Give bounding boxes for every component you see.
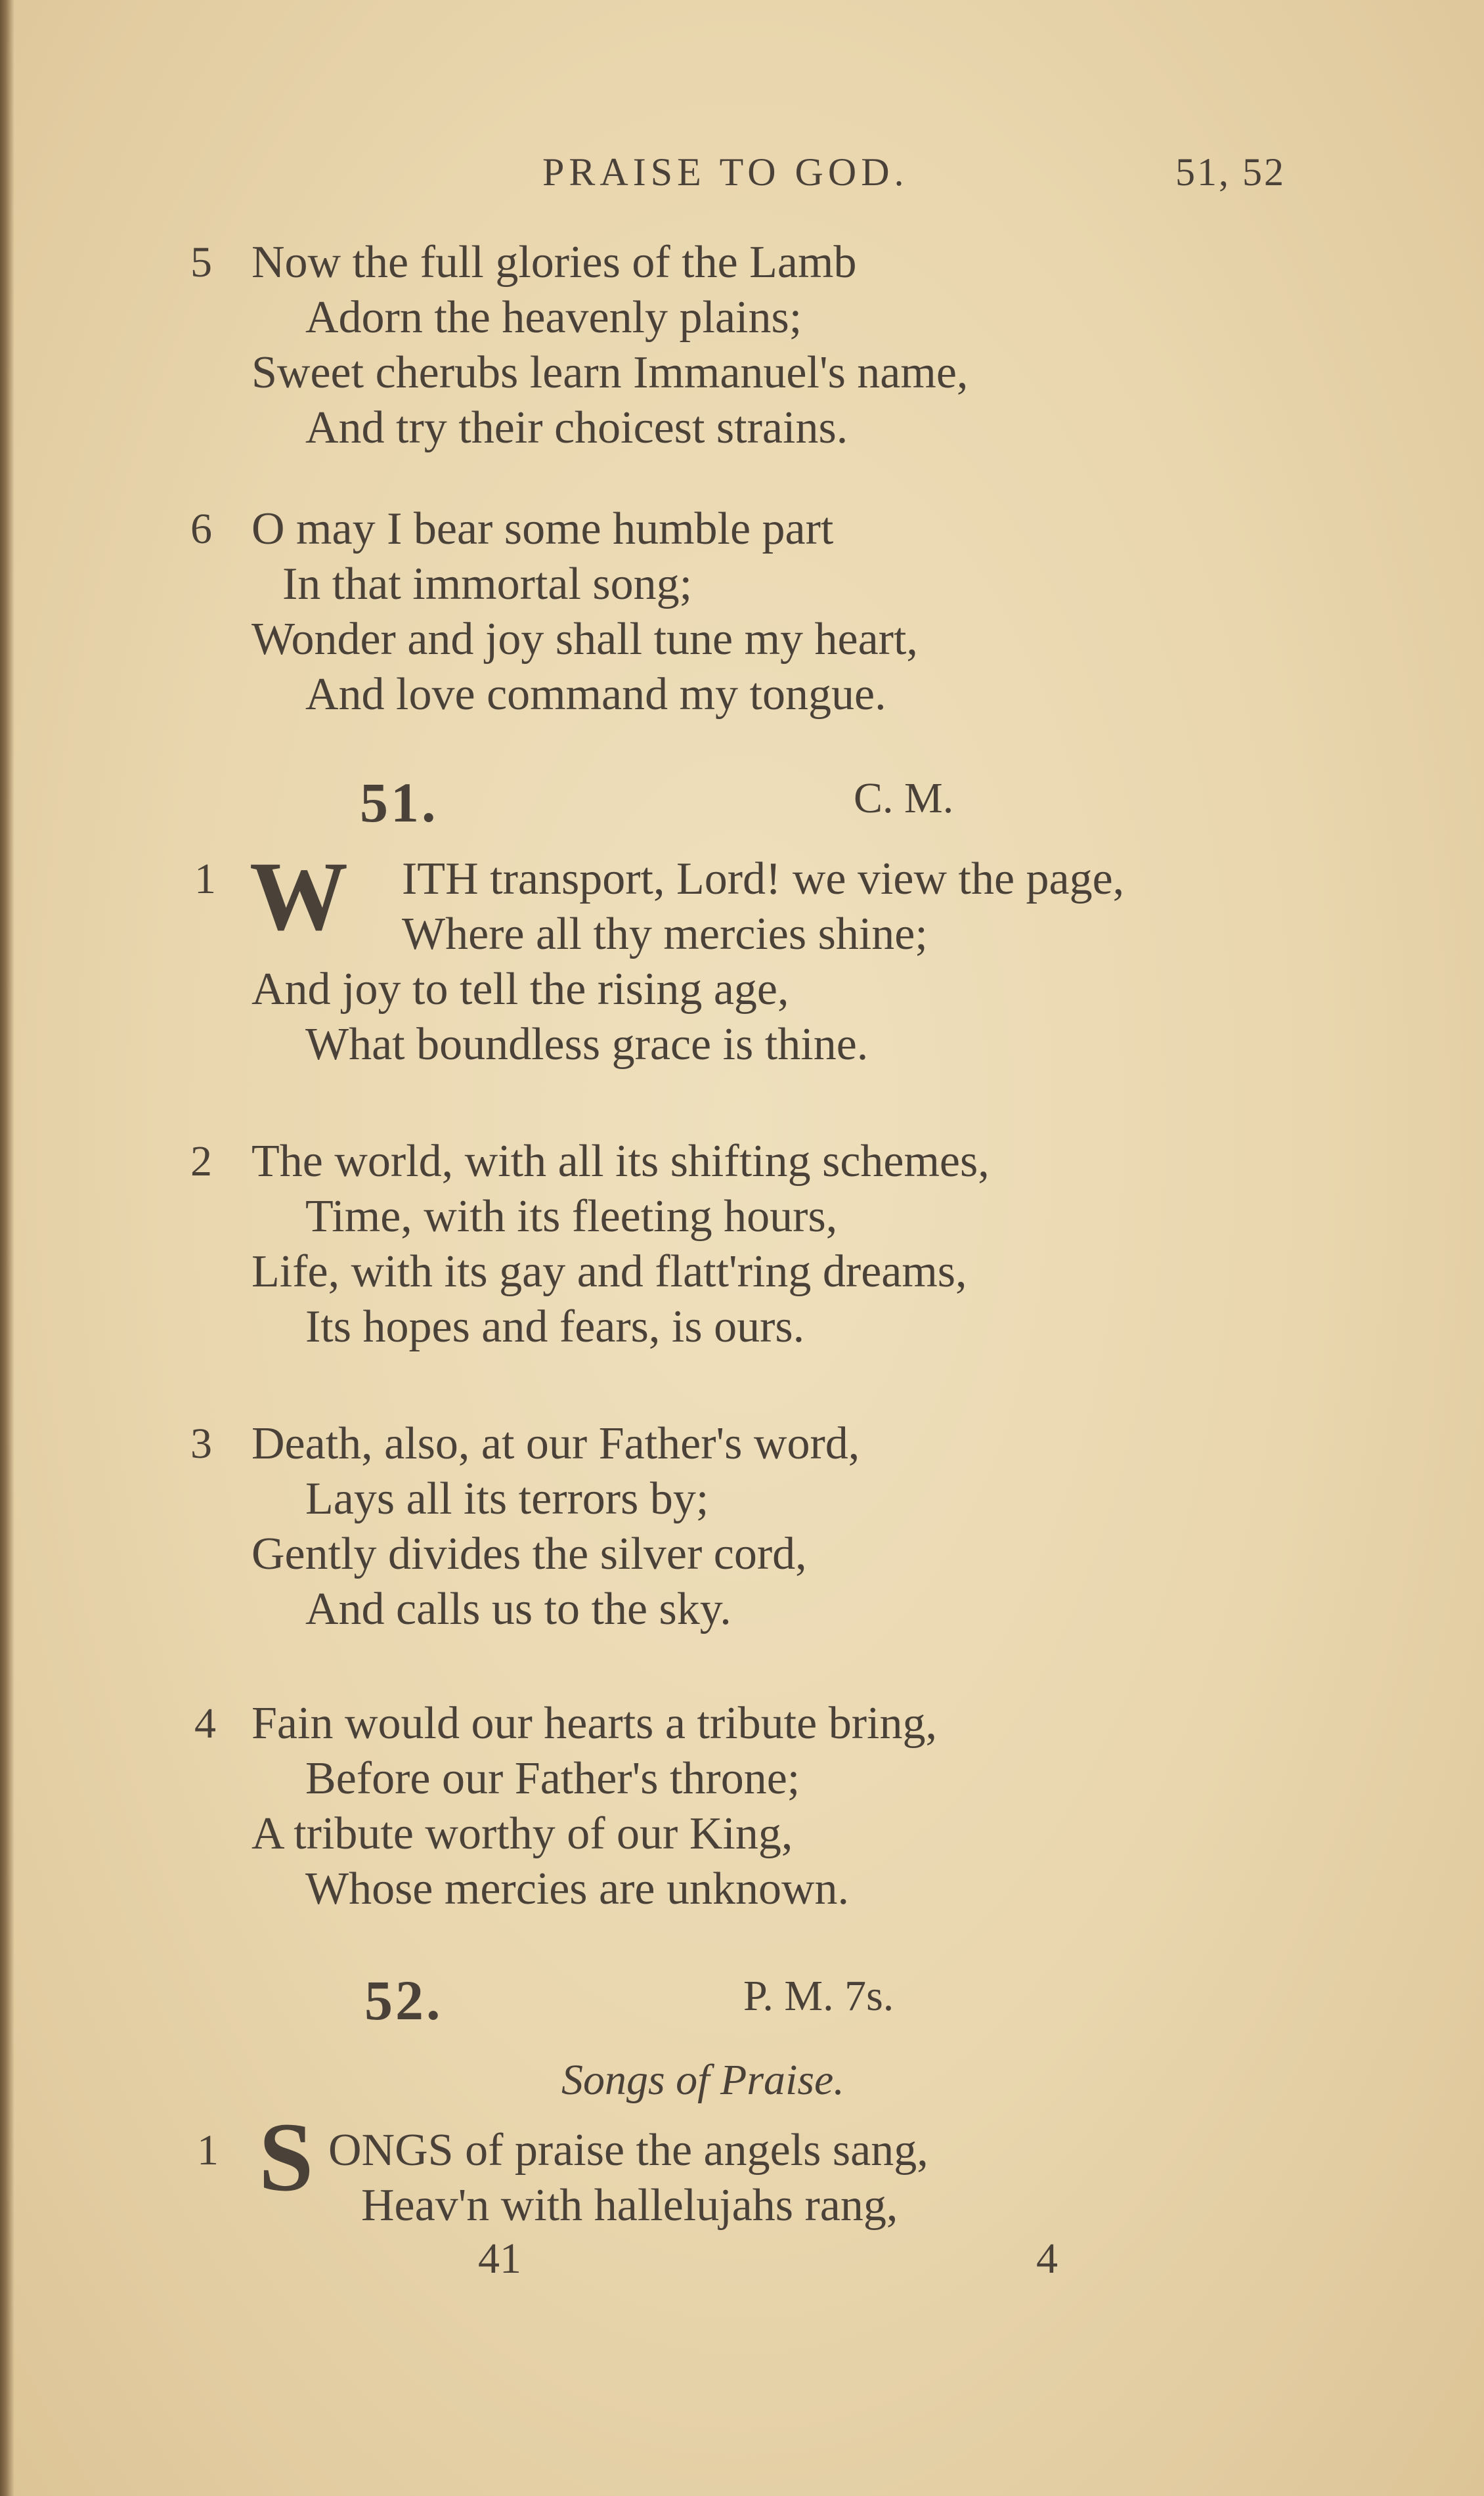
hymn-meter: C. M. bbox=[854, 774, 954, 822]
stanza-number: 5 bbox=[190, 238, 212, 286]
page-spine-shadow bbox=[0, 0, 14, 2496]
signature-mark: 4 bbox=[1036, 2235, 1058, 2283]
verse-line: Sweet cherubs learn Immanuel's name, bbox=[251, 347, 969, 398]
verse-line: Before our Father's throne; bbox=[305, 1753, 800, 1804]
verse-line: Whose mercies are unknown. bbox=[305, 1864, 850, 1914]
drop-cap: S bbox=[259, 2103, 314, 2212]
stanza-number: 6 bbox=[190, 505, 212, 553]
verse-line: Lays all its terrors by; bbox=[305, 1474, 709, 1524]
verse-line: Adorn the heavenly plains; bbox=[305, 292, 802, 343]
verse-line: ITH transport, Lord! we view the page, bbox=[402, 854, 1125, 904]
verse-line: Heav'n with hallelujahs rang, bbox=[361, 2180, 898, 2231]
hymn-number: 52. bbox=[364, 1969, 443, 2032]
verse-line: Gently divides the silver cord, bbox=[251, 1529, 807, 1579]
verse-line: Life, with its gay and flatt'ring dreams, bbox=[251, 1246, 967, 1297]
verse-line: O may I bear some humble part bbox=[251, 504, 834, 554]
verse-line: Time, with its fleeting hours, bbox=[305, 1191, 838, 1242]
verse-line: And joy to tell the rising age, bbox=[251, 964, 789, 1015]
verse-line: In that immortal song; bbox=[282, 559, 693, 609]
verse-line: And calls us to the sky. bbox=[305, 1584, 731, 1634]
stanza-number: 1 bbox=[194, 855, 216, 903]
stanza-number: 2 bbox=[190, 1137, 212, 1185]
verse-line: And love command my tongue. bbox=[305, 669, 886, 720]
drop-cap: W bbox=[250, 842, 348, 951]
verse-line: Wonder and joy shall tune my heart, bbox=[251, 614, 918, 665]
verse-line: Death, also, at our Father's word, bbox=[251, 1418, 860, 1469]
verse-line: A tribute worthy of our King, bbox=[251, 1808, 793, 1859]
hymn-subtitle: Songs of Praise. bbox=[561, 2056, 844, 2104]
running-header-title: PRAISE TO GOD. bbox=[542, 150, 909, 194]
stanza-number: 3 bbox=[190, 1420, 212, 1468]
verse-line: What boundless grace is thine. bbox=[305, 1019, 869, 1070]
hymn-meter: P. M. 7s. bbox=[743, 1972, 894, 2020]
verse-line: Where all thy mercies shine; bbox=[402, 909, 928, 959]
verse-line: The world, with all its shifting schemes, bbox=[251, 1136, 990, 1187]
verse-line: Fain would our hearts a tribute bring, bbox=[251, 1698, 937, 1749]
stanza-number: 4 bbox=[194, 1699, 216, 1747]
hymn-number: 51. bbox=[360, 771, 439, 834]
verse-line: Its hopes and fears, is ours. bbox=[305, 1302, 805, 1352]
page-number: 41 bbox=[478, 2235, 521, 2283]
stanza-number: 1 bbox=[197, 2126, 219, 2174]
verse-line: Now the full glories of the Lamb bbox=[251, 237, 857, 288]
verse-line: And try their choicest strains. bbox=[305, 403, 848, 453]
verse-line: ONGS of praise the angels sang, bbox=[328, 2125, 928, 2176]
running-header-page-ref: 51, 52 bbox=[1175, 150, 1286, 194]
